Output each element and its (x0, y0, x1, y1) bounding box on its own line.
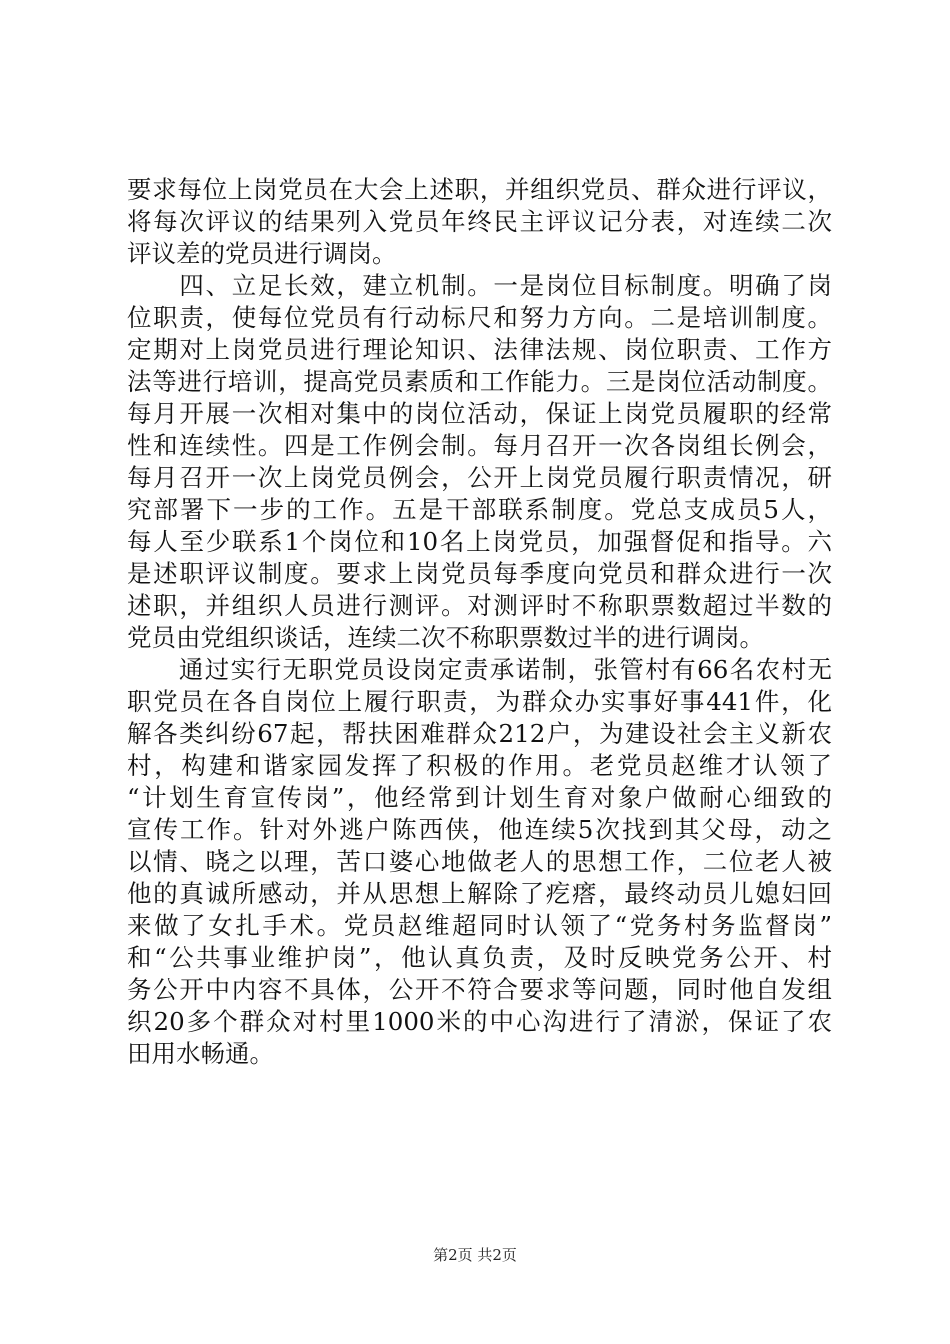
text-line: 是述职评议制度。要求上岗党员每季度向党员和群众进行一次 (127, 559, 832, 588)
text-line: 定期对上岗党员进行理论知识、法律法规、岗位职责、工作方 (127, 335, 832, 364)
text-line: 每月召开一次上岗党员例会，公开上岗党员履行职责情况，研 (127, 463, 832, 492)
text-line: 和“公共事业维护岗”，他认真负责，及时反映党务公开、村 (127, 943, 832, 972)
text-line: 职党员在各自岗位上履行职责，为群众办实事好事441件，化 (127, 687, 832, 716)
text-line: 他的真诚所感动，并从思想上解除了疙瘩，最终动员儿媳妇回 (127, 879, 832, 908)
text-line: 评议差的党员进行调岗。 (127, 239, 397, 268)
text-line: 位职责，使每位党员有行动标尺和努力方向。二是培训制度。 (127, 303, 832, 332)
text-line: 性和连续性。四是工作例会制。每月召开一次各岗组长例会， (127, 431, 832, 460)
text-line: 村，构建和谐家园发挥了积极的作用。老党员赵维才认领了 (127, 751, 832, 780)
text-line: 通过实行无职党员设岗定责承诺制，张管村有66名农村无 (127, 655, 832, 684)
text-line: “计划生育宣传岗”，他经常到计划生育对象户做耐心细致的 (127, 783, 832, 812)
text-line: 宣传工作。针对外逃户陈西侠，他连续5次找到其父母，动之 (127, 815, 832, 844)
page-number: 第2页 共2页 (433, 1246, 517, 1264)
text-line: 法等进行培训，提高党员素质和工作能力。三是岗位活动制度。 (127, 367, 832, 396)
text-line: 来做了女扎手术。党员赵维超同时认领了“党务村务监督岗” (127, 911, 832, 940)
text-line: 四、立足长效，建立机制。一是岗位目标制度。明确了岗 (127, 271, 832, 300)
text-line: 以情、晓之以理，苦口婆心地做老人的思想工作，二位老人被 (127, 847, 832, 876)
text-line: 党员由党组织谈话，连续二次不称职票数过半的进行调岗。 (127, 623, 764, 652)
text-line: 务公开中内容不具体，公开不符合要求等问题，同时他自发组 (127, 975, 832, 1004)
text-line: 每月开展一次相对集中的岗位活动，保证上岗党员履职的经常 (127, 399, 832, 428)
text-line: 述职，并组织人员进行测评。对测评时不称职票数超过半数的 (127, 591, 832, 620)
text-line: 田用水畅通。 (127, 1039, 274, 1068)
text-line: 要求每位上岗党员在大会上述职，并组织党员、群众进行评议， (127, 175, 832, 204)
text-line: 织20多个群众对村里1000米的中心沟进行了清淤，保证了农 (127, 1007, 832, 1036)
text-line: 解各类纠纷67起，帮扶困难群众212户，为建设社会主义新农 (127, 719, 832, 748)
text-line: 究部署下一步的工作。五是干部联系制度。党总支成员5人， (127, 495, 832, 524)
text-line: 每人至少联系1个岗位和10名上岗党员，加强督促和指导。六 (127, 527, 832, 556)
text-line: 将每次评议的结果列入党员年终民主评议记分表，对连续二次 (127, 207, 832, 236)
